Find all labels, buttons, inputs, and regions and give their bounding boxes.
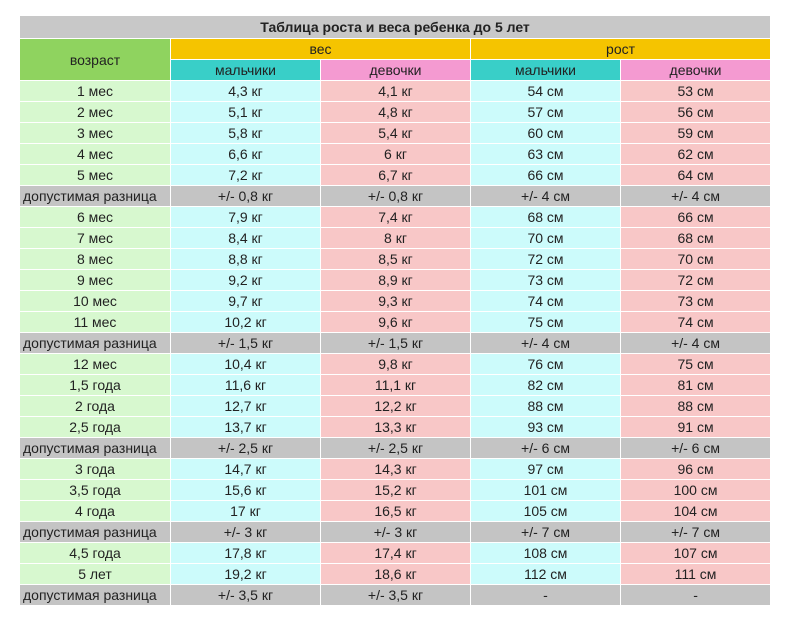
age-cell: 3 мес: [20, 123, 170, 143]
table-row: [20, 270, 770, 290]
tolerance-row: [20, 522, 770, 542]
weight-boys-cell: 9,2 кг: [171, 270, 320, 290]
age-cell: 4,5 года: [20, 543, 170, 563]
height-girls-cell: 72 см: [621, 270, 770, 290]
age-cell: 2 мес: [20, 102, 170, 122]
weight-girls-cell: 9,6 кг: [321, 312, 470, 332]
height-boys-cell: 112 см: [471, 564, 620, 584]
height-boys-cell: 101 см: [471, 480, 620, 500]
weight-boys-cell: 13,7 кг: [171, 417, 320, 437]
weight-girls-cell: 13,3 кг: [321, 417, 470, 437]
table-row: [20, 165, 770, 185]
table-row: [20, 249, 770, 269]
table-header: [20, 16, 770, 80]
age-cell: 5 лет: [20, 564, 170, 584]
age-cell: 8 мес: [20, 249, 170, 269]
age-cell: 11 мес: [20, 312, 170, 332]
height-boys-cell: 60 см: [471, 123, 620, 143]
height-boys-cell: +/- 6 см: [471, 438, 620, 458]
age-cell: 9 мес: [20, 270, 170, 290]
age-header: возраст: [20, 39, 170, 80]
height-boys-cell: 75 см: [471, 312, 620, 332]
weight-boys-header: мальчики: [171, 60, 320, 80]
table-row: [20, 543, 770, 563]
weight-girls-cell: 16,5 кг: [321, 501, 470, 521]
weight-boys-cell: +/- 1,5 кг: [171, 333, 320, 353]
height-boys-cell: 70 см: [471, 228, 620, 248]
height-girls-header: девочки: [621, 60, 770, 80]
table-row: [20, 480, 770, 500]
height-girls-cell: 68 см: [621, 228, 770, 248]
height-girls-cell: +/- 4 см: [621, 333, 770, 353]
age-cell: 1,5 года: [20, 375, 170, 395]
weight-boys-cell: 7,2 кг: [171, 165, 320, 185]
height-girls-cell: 74 см: [621, 312, 770, 332]
weight-girls-cell: 14,3 кг: [321, 459, 470, 479]
age-cell: 2 года: [20, 396, 170, 416]
tolerance-row: [20, 186, 770, 206]
weight-boys-cell: +/- 0,8 кг: [171, 186, 320, 206]
age-cell: 12 мес: [20, 354, 170, 374]
age-cell: допустимая разница: [20, 438, 170, 458]
height-girls-cell: 59 см: [621, 123, 770, 143]
weight-girls-cell: +/- 3,5 кг: [321, 585, 470, 605]
growth-table: [19, 15, 771, 606]
tolerance-row: [20, 438, 770, 458]
weight-girls-cell: 17,4 кг: [321, 543, 470, 563]
weight-girls-cell: +/- 2,5 кг: [321, 438, 470, 458]
table-title: Таблица роста и веса ребенка до 5 лет: [20, 16, 770, 38]
weight-girls-cell: 8 кг: [321, 228, 470, 248]
height-girls-cell: 100 см: [621, 480, 770, 500]
height-girls-cell: 111 см: [621, 564, 770, 584]
height-boys-cell: 68 см: [471, 207, 620, 227]
weight-girls-cell: +/- 3 кг: [321, 522, 470, 542]
height-boys-cell: 74 см: [471, 291, 620, 311]
weight-boys-cell: 8,8 кг: [171, 249, 320, 269]
age-cell: 4 мес: [20, 144, 170, 164]
height-girls-cell: 75 см: [621, 354, 770, 374]
weight-boys-cell: 9,7 кг: [171, 291, 320, 311]
weight-girls-cell: 6 кг: [321, 144, 470, 164]
table-row: [20, 312, 770, 332]
weight-boys-cell: 17,8 кг: [171, 543, 320, 563]
weight-girls-cell: 4,8 кг: [321, 102, 470, 122]
height-girls-cell: +/- 6 см: [621, 438, 770, 458]
weight-girls-cell: 7,4 кг: [321, 207, 470, 227]
weight-girls-cell: 11,1 кг: [321, 375, 470, 395]
height-boys-cell: +/- 4 см: [471, 333, 620, 353]
height-boys-cell: 63 см: [471, 144, 620, 164]
age-cell: 4 года: [20, 501, 170, 521]
table-row: [20, 375, 770, 395]
age-cell: 1 мес: [20, 81, 170, 101]
weight-boys-cell: 4,3 кг: [171, 81, 320, 101]
age-cell: 6 мес: [20, 207, 170, 227]
weight-boys-cell: 10,4 кг: [171, 354, 320, 374]
height-girls-cell: 88 см: [621, 396, 770, 416]
table-row: [20, 102, 770, 122]
height-girls-cell: 96 см: [621, 459, 770, 479]
height-girls-cell: 62 см: [621, 144, 770, 164]
height-girls-cell: -: [621, 585, 770, 605]
table-row: [20, 81, 770, 101]
weight-boys-cell: 15,6 кг: [171, 480, 320, 500]
weight-boys-cell: 8,4 кг: [171, 228, 320, 248]
weight-boys-cell: 19,2 кг: [171, 564, 320, 584]
age-cell: допустимая разница: [20, 522, 170, 542]
height-boys-cell: 57 см: [471, 102, 620, 122]
height-girls-cell: 73 см: [621, 291, 770, 311]
age-cell: 2,5 года: [20, 417, 170, 437]
weight-boys-cell: 10,2 кг: [171, 312, 320, 332]
height-boys-cell: +/- 7 см: [471, 522, 620, 542]
table-row: [20, 417, 770, 437]
weight-boys-cell: +/- 3 кг: [171, 522, 320, 542]
weight-boys-cell: 17 кг: [171, 501, 320, 521]
weight-girls-cell: 6,7 кг: [321, 165, 470, 185]
age-cell: 10 мес: [20, 291, 170, 311]
weight-girls-cell: 18,6 кг: [321, 564, 470, 584]
age-cell: 7 мес: [20, 228, 170, 248]
weight-boys-cell: 5,1 кг: [171, 102, 320, 122]
weight-girls-header: девочки: [321, 60, 470, 80]
height-boys-cell: 72 см: [471, 249, 620, 269]
age-cell: допустимая разница: [20, 585, 170, 605]
table-row: [20, 501, 770, 521]
height-boys-cell: 88 см: [471, 396, 620, 416]
table-row: [20, 396, 770, 416]
table-body: [20, 81, 770, 605]
weight-boys-cell: 14,7 кг: [171, 459, 320, 479]
height-boys-cell: 54 см: [471, 81, 620, 101]
table-row: [20, 564, 770, 584]
weight-girls-cell: 5,4 кг: [321, 123, 470, 143]
age-cell: 3 года: [20, 459, 170, 479]
age-cell: 3,5 года: [20, 480, 170, 500]
weight-boys-cell: 6,6 кг: [171, 144, 320, 164]
height-girls-cell: +/- 4 см: [621, 186, 770, 206]
height-girls-cell: 66 см: [621, 207, 770, 227]
table-row: [20, 459, 770, 479]
height-girls-cell: 107 см: [621, 543, 770, 563]
table-row: [20, 123, 770, 143]
weight-girls-cell: 12,2 кг: [321, 396, 470, 416]
height-boys-cell: +/- 4 см: [471, 186, 620, 206]
group-header-row: [20, 39, 770, 59]
height-boys-cell: 82 см: [471, 375, 620, 395]
weight-girls-cell: 9,3 кг: [321, 291, 470, 311]
weight-girls-cell: 8,5 кг: [321, 249, 470, 269]
age-cell: допустимая разница: [20, 186, 170, 206]
height-girls-cell: 53 см: [621, 81, 770, 101]
height-girls-cell: 91 см: [621, 417, 770, 437]
height-boys-cell: -: [471, 585, 620, 605]
height-girls-cell: 81 см: [621, 375, 770, 395]
weight-boys-cell: 12,7 кг: [171, 396, 320, 416]
title-row: [20, 16, 770, 38]
weight-boys-cell: +/- 2,5 кг: [171, 438, 320, 458]
height-girls-cell: 56 см: [621, 102, 770, 122]
weight-girls-cell: +/- 0,8 кг: [321, 186, 470, 206]
height-boys-cell: 73 см: [471, 270, 620, 290]
height-header: рост: [471, 39, 770, 59]
table-row: [20, 228, 770, 248]
age-cell: 5 мес: [20, 165, 170, 185]
height-boys-cell: 97 см: [471, 459, 620, 479]
weight-boys-cell: 7,9 кг: [171, 207, 320, 227]
weight-header: вес: [171, 39, 470, 59]
height-boys-cell: 105 см: [471, 501, 620, 521]
table-row: [20, 207, 770, 227]
weight-girls-cell: 9,8 кг: [321, 354, 470, 374]
height-girls-cell: 104 см: [621, 501, 770, 521]
height-girls-cell: 64 см: [621, 165, 770, 185]
weight-girls-cell: 8,9 кг: [321, 270, 470, 290]
weight-boys-cell: 11,6 кг: [171, 375, 320, 395]
weight-boys-cell: 5,8 кг: [171, 123, 320, 143]
age-cell: допустимая разница: [20, 333, 170, 353]
height-boys-header: мальчики: [471, 60, 620, 80]
weight-boys-cell: +/- 3,5 кг: [171, 585, 320, 605]
weight-girls-cell: +/- 1,5 кг: [321, 333, 470, 353]
table-row: [20, 354, 770, 374]
table-row: [20, 291, 770, 311]
height-boys-cell: 93 см: [471, 417, 620, 437]
height-boys-cell: 76 см: [471, 354, 620, 374]
height-girls-cell: 70 см: [621, 249, 770, 269]
tolerance-row: [20, 585, 770, 605]
table-row: [20, 144, 770, 164]
height-boys-cell: 66 см: [471, 165, 620, 185]
height-girls-cell: +/- 7 см: [621, 522, 770, 542]
weight-girls-cell: 15,2 кг: [321, 480, 470, 500]
height-boys-cell: 108 см: [471, 543, 620, 563]
tolerance-row: [20, 333, 770, 353]
weight-girls-cell: 4,1 кг: [321, 81, 470, 101]
